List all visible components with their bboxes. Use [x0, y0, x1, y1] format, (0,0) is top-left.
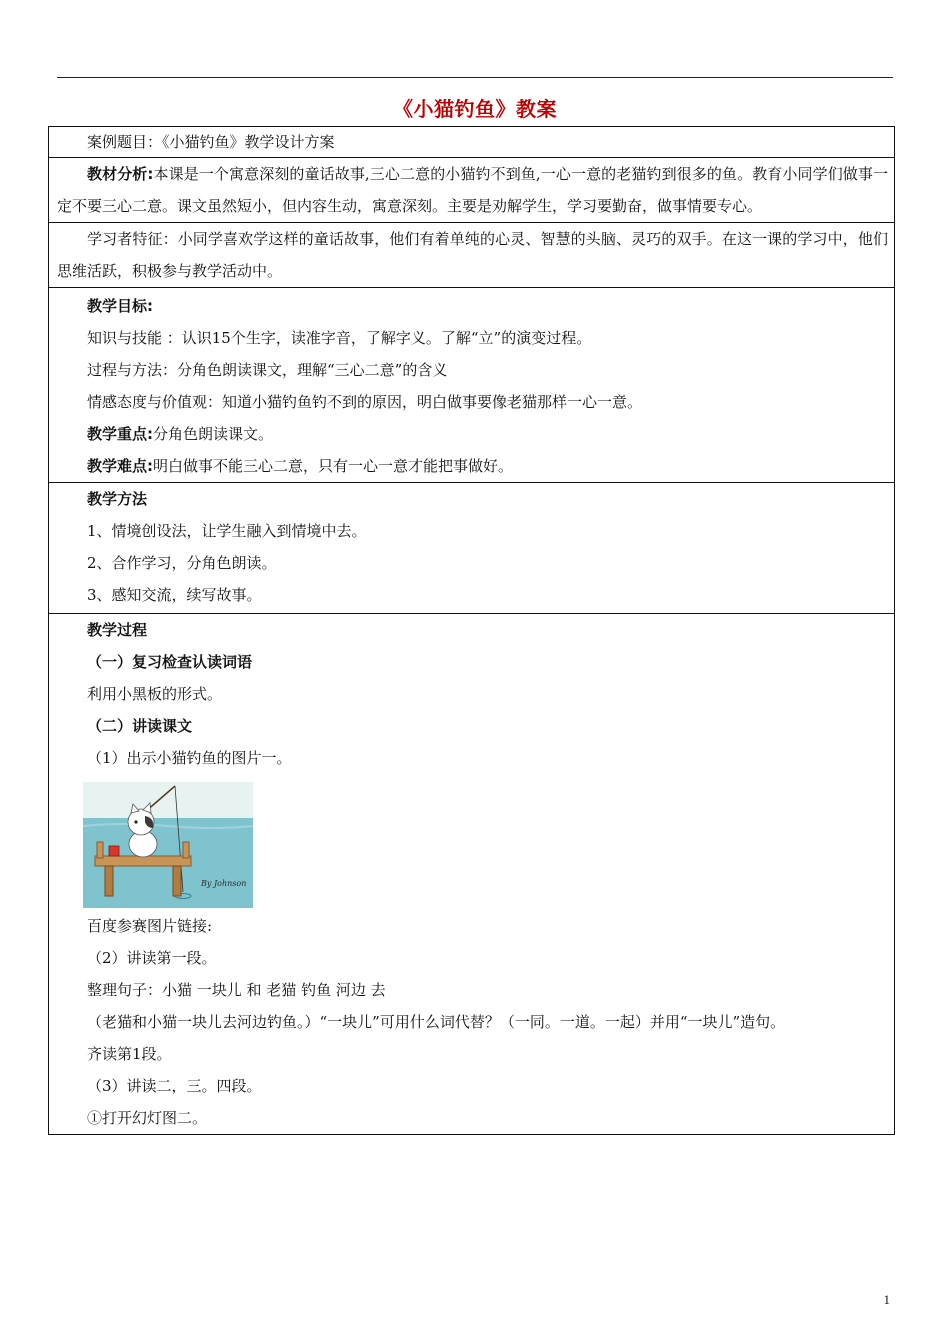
- picture-signature: By Johnson: [201, 879, 247, 888]
- open-slide-two: ①打开幻灯图二。: [87, 1109, 208, 1127]
- objective-knowledge: 知识与技能 ：认识15个生字，读准字音，了解字义。了解“立”的演变过程。: [87, 329, 592, 347]
- sentence-explanation: （老猫和小猫一块儿去河边钓鱼。）“一块儿”可用什么词代替？（一同。一道。一起）并用“一块儿”造句。: [87, 1013, 786, 1031]
- methods-row: [49, 483, 895, 614]
- objectives-cell: [49, 288, 895, 483]
- arrange-sentence: 整理句子：小猫 一块儿 和 老猫 钓鱼 河边 去: [87, 981, 386, 999]
- process-row: [49, 614, 895, 1135]
- objectives-heading: 教学目标:: [87, 297, 153, 315]
- methods-cell: [49, 483, 895, 614]
- process-cell: [49, 614, 895, 1135]
- step1-text: 利用小黑板的形式。: [87, 685, 223, 703]
- read-together: 齐读第1段。: [87, 1045, 172, 1063]
- case-topic-row: [49, 127, 895, 158]
- picture-link-label: 百度参赛图片链接:: [87, 917, 213, 935]
- lesson-plan-table: [48, 126, 895, 1135]
- key-point-label: 教学重点:: [87, 425, 153, 443]
- objectives-row: [49, 288, 895, 483]
- page-number: 1: [883, 1292, 890, 1307]
- header-rule: [57, 77, 893, 78]
- cat-fishing-illustration: [83, 782, 253, 908]
- key-point-text: 分角色朗读课文。: [153, 425, 274, 443]
- material-analysis-label: 教材分析:: [87, 165, 154, 183]
- objective-attitude: 情感态度与价值观：知道小猫钓鱼钓不到的原因，明白做事要像老猫那样一心一意。: [87, 393, 643, 411]
- learner-traits: 学习者特征：小同学喜欢学这样的童话故事，他们有着单纯的心灵、智慧的头脑、灵巧的双手。在这一课的学习中，他们思维活跃，积极参与教学活动中。: [49, 223, 895, 288]
- show-picture-instruction: （1）出示小猫钓鱼的图片一。: [87, 749, 292, 767]
- read-paragraph-one: （2）讲读第一段。: [87, 949, 217, 967]
- methods-heading: 教学方法: [87, 490, 148, 508]
- difficulty-label: 教学难点:: [87, 457, 153, 475]
- cat-fishing-picture: [83, 782, 253, 908]
- method-item: 1、情境创设法，让学生融入到情境中去。: [87, 522, 367, 540]
- method-item: 2、合作学习，分角色朗读。: [87, 554, 277, 572]
- key-point: [57, 418, 888, 450]
- page-title: 《小猫钓鱼》教案: [393, 97, 557, 121]
- step2-heading: （二）讲读课文: [87, 717, 193, 735]
- material-analysis-text: 本课是一个寓意深刻的童话故事,三心二意的小猫钓不到鱼,一心一意的老猫钓到很多的鱼。教育小同学们做事一定不要三心二意。课文虽然短小，但内容生动，寓意深刻。主要是劝解学生，学习要勤奋，做事情要专心。: [57, 165, 888, 215]
- objective-process: 过程与方法：分角色朗读课文，理解“三心二意”的含义: [87, 361, 448, 379]
- read-paragraphs-234: （3）讲读二，三。四段。: [87, 1077, 262, 1095]
- material-analysis-row: [49, 158, 895, 223]
- material-analysis: [49, 158, 895, 223]
- learner-traits-row: [49, 223, 895, 288]
- process-heading: 教学过程: [87, 621, 148, 639]
- step1-heading: （一）复习检查认读词语: [87, 653, 253, 671]
- method-item: 3、感知交流，续写故事。: [87, 586, 262, 604]
- difficulty: [57, 450, 888, 482]
- difficulty-text: 明白做事不能三心二意，只有一心一意才能把事做好。: [153, 457, 514, 475]
- case-topic: 案例题目：《小猫钓鱼》教学设计方案: [49, 127, 895, 158]
